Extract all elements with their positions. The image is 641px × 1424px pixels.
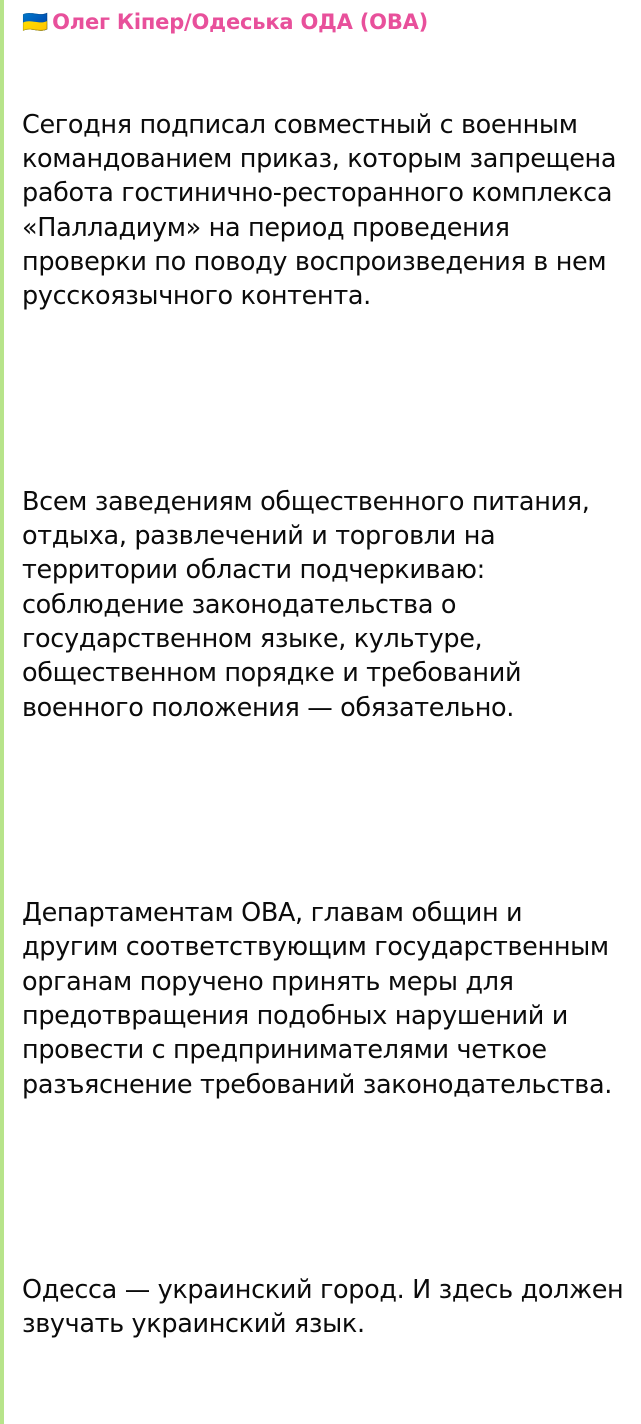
message-body [22,39,632,1410]
paragraph-spacer [22,382,625,416]
message-paragraph: Всем заведениям общественного питания, отдыха, развлечений и торговли на территории области подчеркиваю: соблюдение законодательства о государственном языке, культуре, общественном порядке и требований военного положения — обязательно. [22,486,598,723]
paragraph-spacer [22,793,625,827]
message-author-name: Олег Кіпер/Одеська ОДА (ОВА) [52,10,429,34]
message-paragraph: Департаментам ОВА, главам общин и другим соответствующим государственным органам поручено принять меры для предотвращения подобных нарушений и провести с предпринимателями четкое разъяснение требований законодательства. [22,898,617,1100]
message-author-line [22,10,625,35]
message-paragraph: Одесса — украинский город. И здесь должен звучать украинский язык. [22,1274,632,1340]
paragraph-spacer [22,1170,625,1204]
ukraine-flag-icon: 🇺🇦 [22,10,49,35]
message-paragraph: Сегодня подписал совместный с военным командованием приказ, которым запрещена работа гостинично-ресторанного комплекса «Палладиум» на период проведения проверки по поводу воспроизведения в нем русскоязычного контента. [22,109,624,312]
